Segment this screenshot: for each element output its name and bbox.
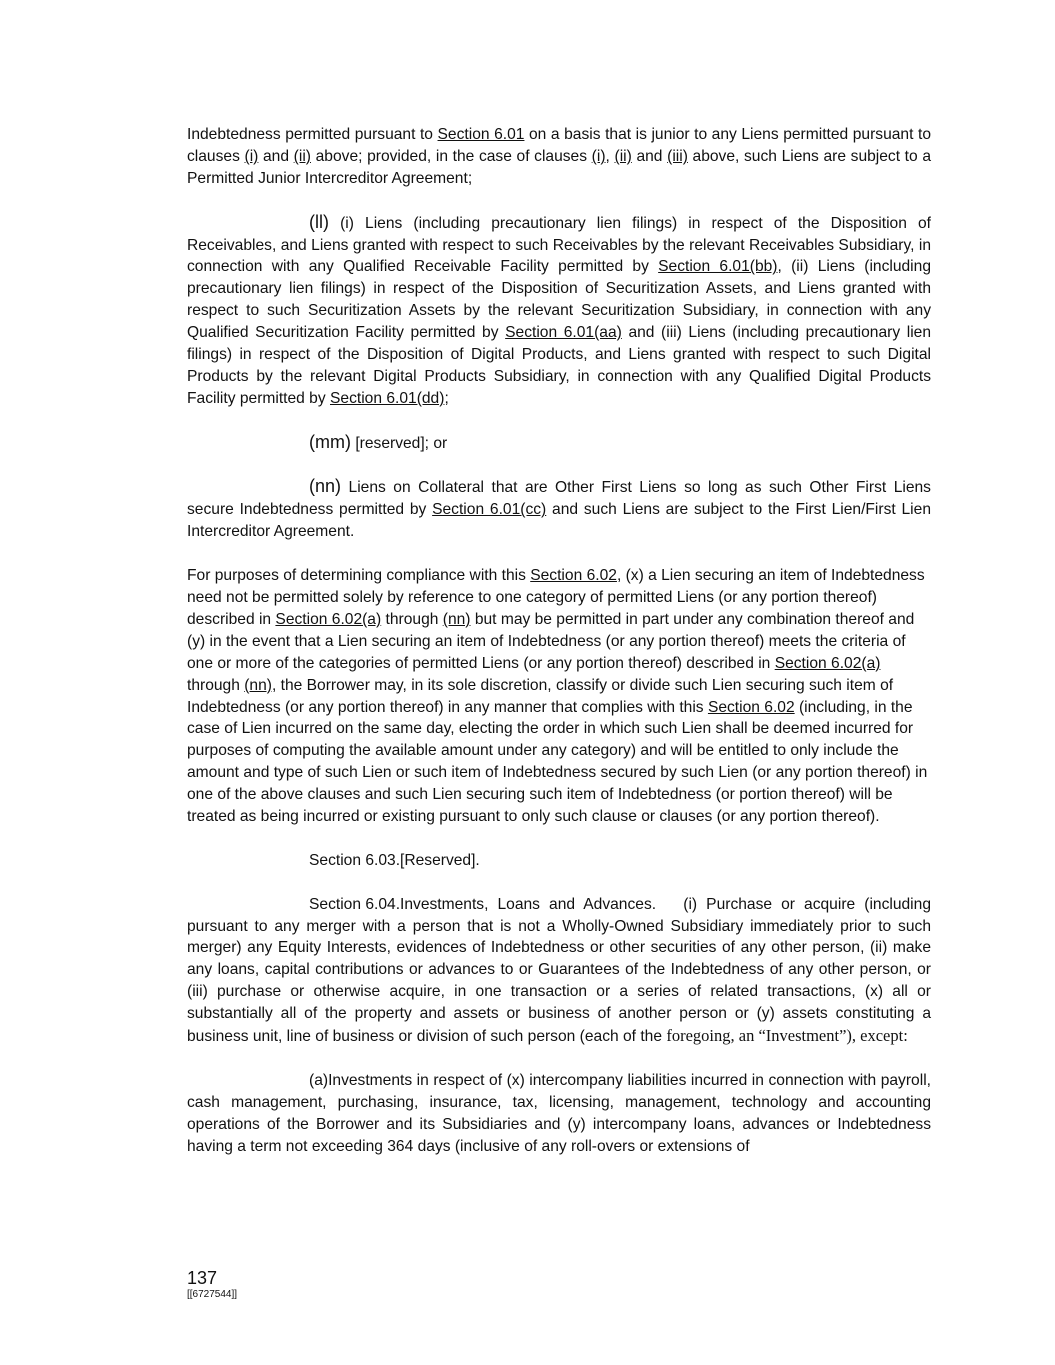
text: foregoing, an “Investment”), except: <box>666 1026 908 1046</box>
section-reference: Section 6.01(dd) <box>330 389 445 407</box>
document-id: [[6727544]] <box>187 1289 238 1300</box>
clause-reference: (nn) <box>442 610 471 628</box>
clause-reference: (ii) <box>293 147 311 165</box>
clause-reference: (ii) <box>614 147 632 165</box>
text: but may be permitted in part under any combination thereof and (y) in the event that a Lien securing an item of Indebtedness (or any portion thereof) meets the criteria of one or more of the categories of permitted Liens (or any portion thereof) described in <box>187 610 915 672</box>
paragraph-nn <box>187 476 931 543</box>
text: (including, in the case of Lien incurred on the same day, electing the order in which such Lien shall be deemed incurred for purposes of computing the available amount under any category) and will be entitled to only include the amount and type of such Lien or such item of Indebtedness secured by such Lien (or any portion thereof) in one of the above clauses and such Lien securing such item of Indebtedness (or portion thereof) will be treated as being incurred or existing pursuant to only such clause or clauses (or any portion thereof). <box>187 698 928 826</box>
section-number: Section 6.04. <box>309 895 401 913</box>
clause-reference: (nn) <box>244 676 272 694</box>
section-reference: Section 6.02(a) <box>275 610 382 628</box>
text: above, such Liens are subject to a Permitted Junior Intercreditor Agreement; <box>187 147 931 187</box>
paragraph-ll <box>187 212 931 410</box>
section-title: Investments, Loans and Advances. <box>400 895 657 913</box>
section-reference: Section 6.02(a) <box>774 654 881 672</box>
section-6-04-paragraph <box>187 894 931 1048</box>
text: , (ii) Liens (including precautionary lien filings) in respect of the Disposition of Securitization Assets, and Liens granted with respect to such Securitization Assets by the relevant Securitization Subsidiary, in connection with any Qualified Securitization Facility permitted by <box>187 258 931 342</box>
section-reference: Section 6.01(aa) <box>505 324 622 342</box>
page-number: 137 <box>187 1268 218 1288</box>
text: , the Borrower may, in its sole discretion, classify or divide such Lien securing such item of Indebtedness (or any portion thereof) in any manner that complies with this <box>187 676 894 716</box>
text: Investments in respect of (x) intercompany liabilities incurred in connection with payroll, cash management, purchasing, insurance, tax, licensing, management, technology and accounting operations of the Borrower and its Subsidiaries and (y) intercompany loans, advances or Indebtedness having a term not exceeding 364 days (inclusive of any roll-overs or extensions of <box>187 1071 931 1155</box>
clause-label: (a) <box>309 1071 329 1089</box>
text: and (iii) Liens (including precautionary lien filings) in respect of the Disposition of Digital Products, and Liens granted with respect to such Digital Products by the relevant Digital Products Subsidiary, in connection with any Qualified Digital Products Facility permitted by <box>187 324 932 407</box>
text: and such Liens are subject to the First Lien/First Lien Intercreditor Agreement. <box>187 501 931 541</box>
text: ; <box>444 389 449 407</box>
text: Liens on Collateral that are Other First Liens so long as such Other First Liens secure Indebtedness permitted by <box>187 479 931 519</box>
section-reference: Section 6.02 <box>530 567 617 585</box>
page-footer <box>187 1268 237 1301</box>
text: , <box>605 147 615 165</box>
text: on a basis that is junior to any Liens permitted pursuant to clauses <box>187 126 931 165</box>
clause-reference: (i) <box>244 147 259 165</box>
text: [reserved]; or <box>355 434 448 452</box>
clause-reference: (i) <box>591 147 606 165</box>
section-6-03-heading <box>187 850 931 872</box>
text: (i) Liens (including precautionary lien filings) in respect of the Disposition of Receivables, and Liens granted with respect to such Receivables by the relevant Receivables Subsidiary, in connection with any Qualified Receivable Facility permitted by <box>187 214 931 276</box>
text: (i) Purchase or acquire (including pursuant to any merger with a person that is not a Wholly-Owned Subsidiary immediately prior to such merger) any Equity Interests, evidences of Indebtedness or other securities of any other person, (ii) make any loans, capital contributions or advances to or Guarantees of the Indebtedness of any other person, or (iii) purchase or otherwise acquire, in one transaction or a series of related transactions, (x) all or substantially all of the property and assets or business of another person or (y) assets constituting a business unit, line of business or division of such person (each of the <box>187 895 931 1046</box>
text: and <box>631 147 668 165</box>
paragraph-mm <box>187 432 931 455</box>
section-reference: Section 6.01(cc) <box>432 501 547 519</box>
paragraph-kk-continuation <box>187 124 931 190</box>
text: through <box>381 610 443 628</box>
clause-reference: (iii) <box>667 147 688 165</box>
section-reference: Section 6.01 <box>437 126 525 143</box>
section-reference: Section 6.01(bb) <box>658 258 778 276</box>
section-title: [Reserved]. <box>400 851 480 869</box>
section-number: Section 6.03. <box>309 851 401 869</box>
section-reference: Section 6.02 <box>707 698 795 716</box>
clause-label: (ll) <box>309 211 329 232</box>
paragraph-compliance <box>187 565 931 828</box>
text: and <box>258 147 294 165</box>
text: Indebtedness permitted pursuant to <box>187 126 438 143</box>
text: above; provided, in the case of clauses <box>311 147 592 165</box>
paragraph-a <box>187 1070 931 1158</box>
text: , (x) a Lien securing an item of Indebtedness need not be permitted solely by reference to one category of permitted Liens (or any portion thereof) described in <box>187 567 925 628</box>
document-body <box>187 124 931 1179</box>
clause-label: (mm) <box>309 431 351 452</box>
text: through <box>187 676 245 694</box>
clause-label: (nn) <box>309 476 342 497</box>
text: For purposes of determining compliance with this <box>187 567 531 585</box>
